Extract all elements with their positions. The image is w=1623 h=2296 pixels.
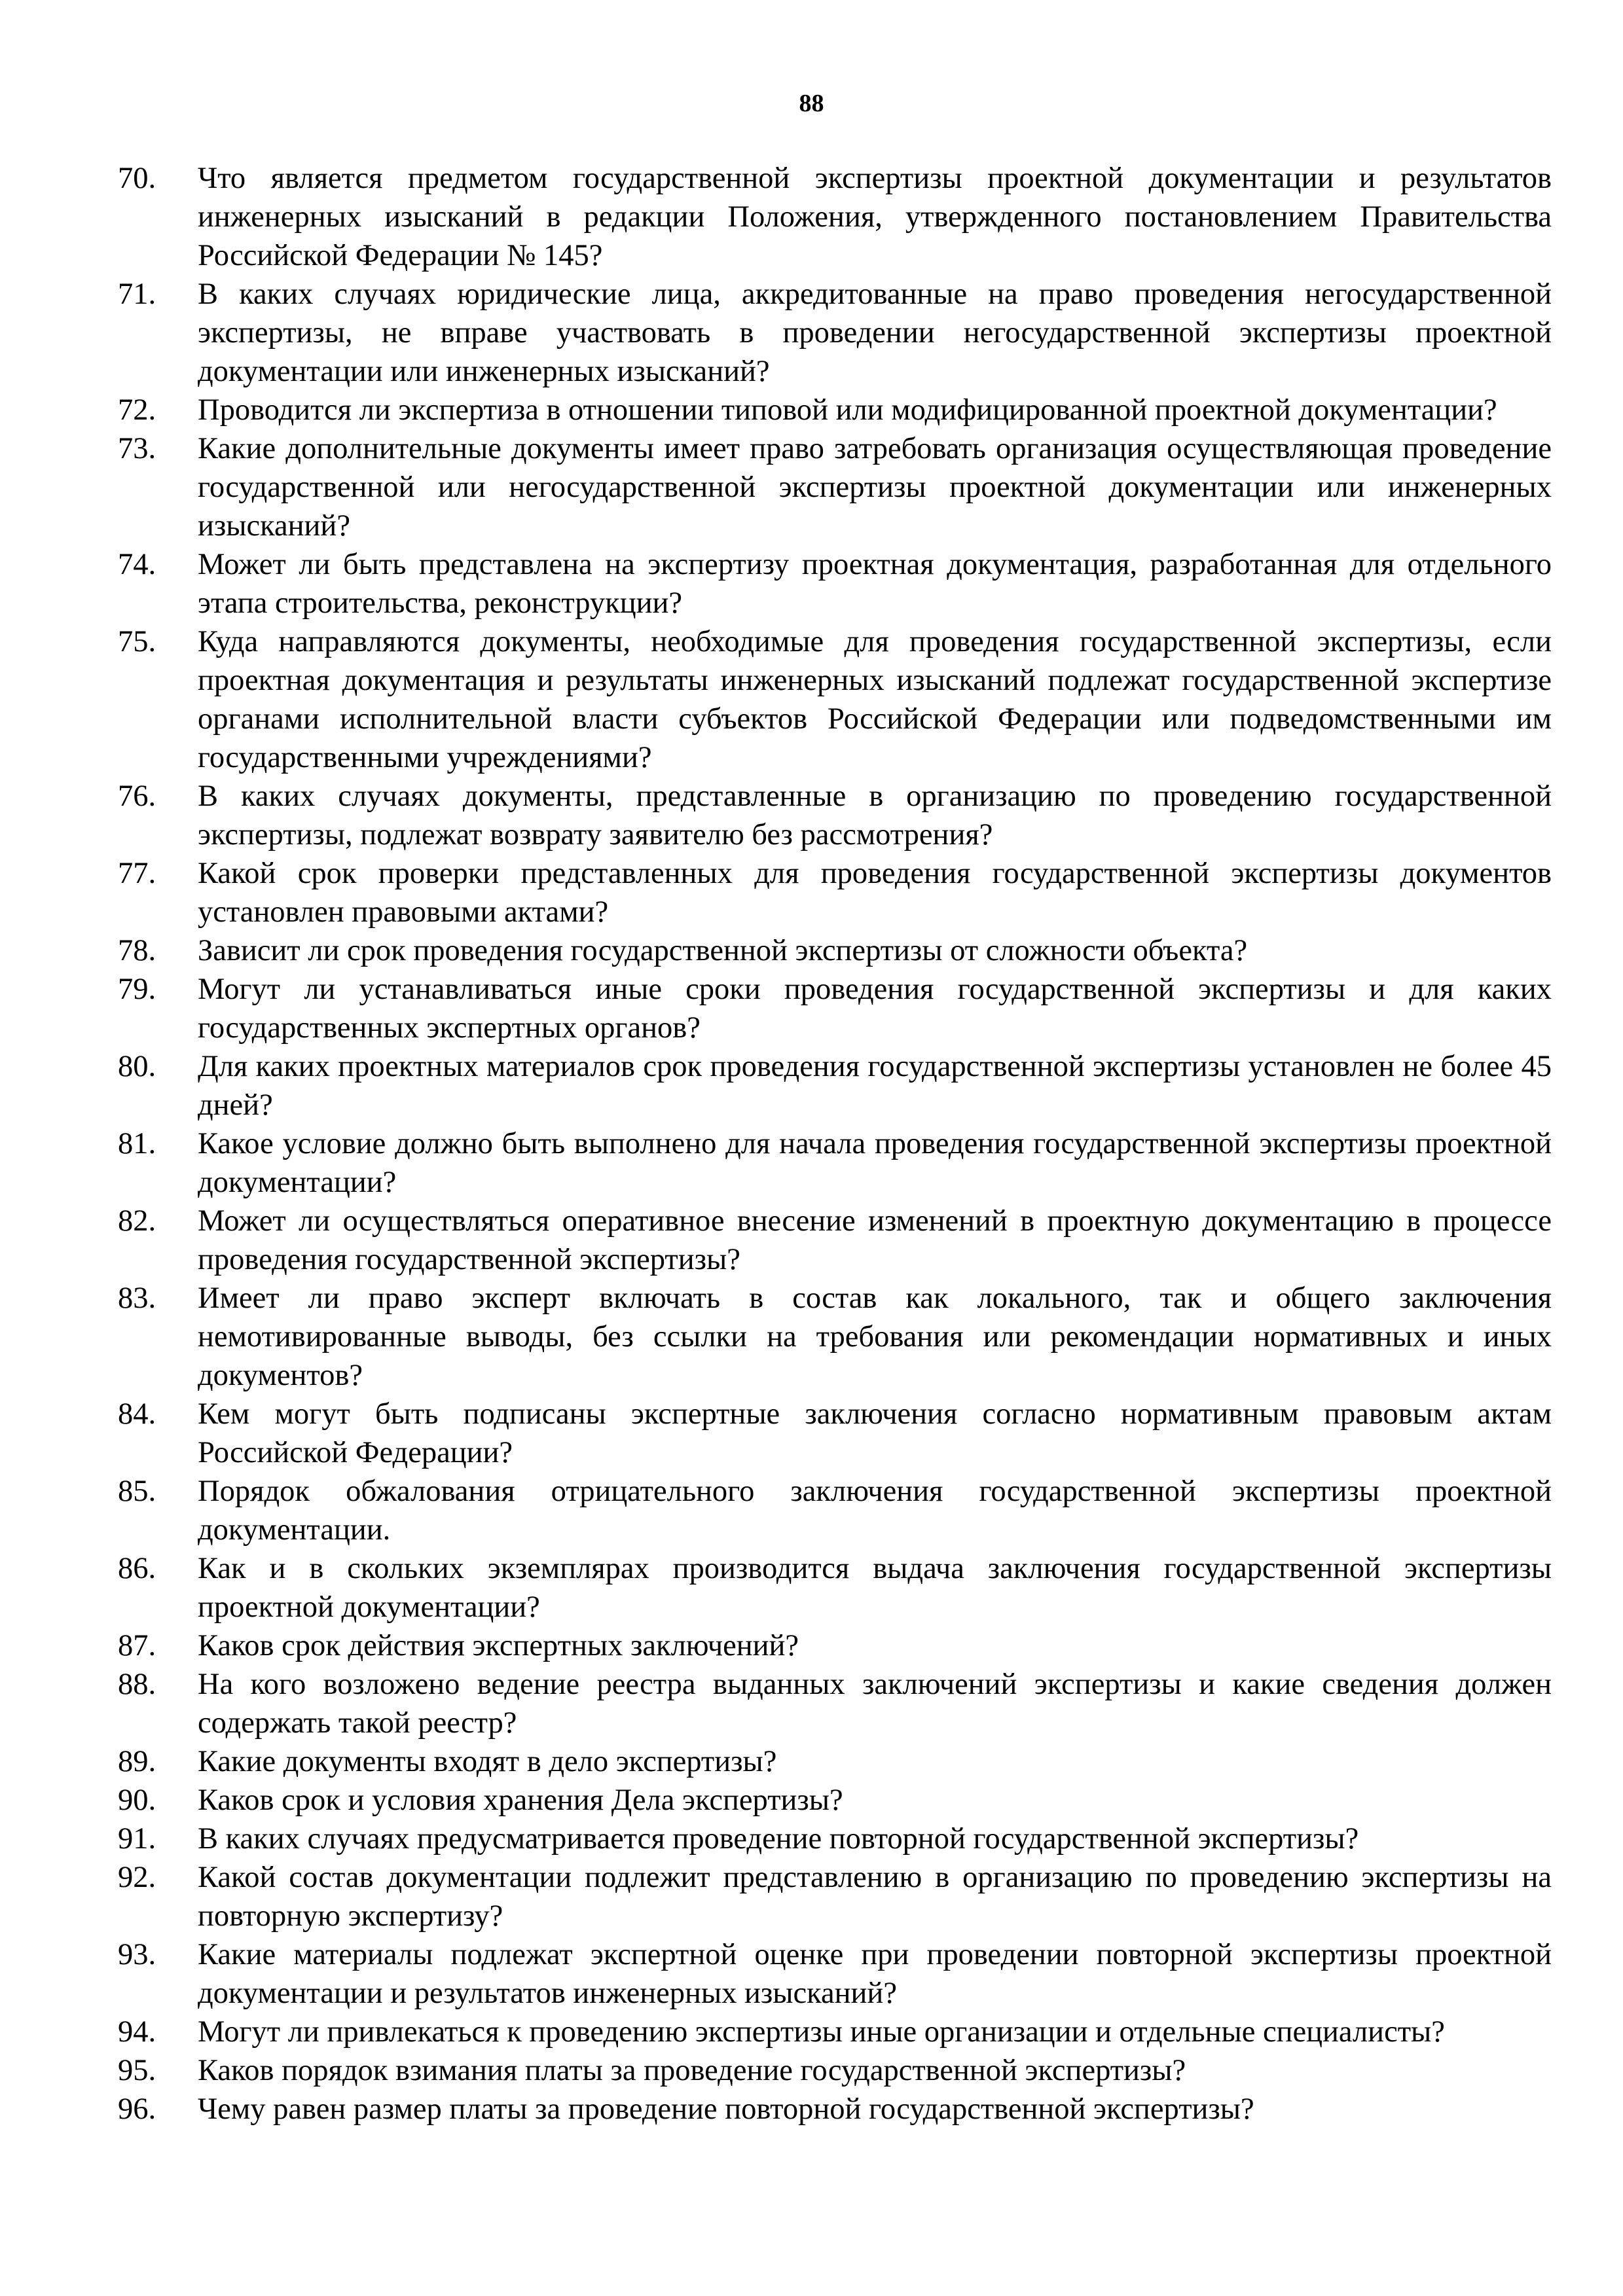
question-item-87 [118, 1626, 1552, 1665]
question-number: 83. [118, 1282, 156, 1315]
question-number: 95. [118, 2054, 156, 2087]
question-number: 88. [118, 1668, 156, 1701]
question-item-92 [118, 1858, 1552, 1935]
question-item-73 [118, 429, 1552, 545]
question-item-83 [118, 1279, 1552, 1395]
question-number: 91. [118, 1822, 156, 1856]
question-number: 85. [118, 1475, 156, 1508]
question-text: На кого возложено ведение реестра выданных заключений экспертизы и какие сведения должен содержать такой реестр? [198, 1668, 1552, 1740]
question-text: Как и в скольких экземплярах производится выдача заключения государственной экспертизы проектной документации? [198, 1552, 1552, 1624]
question-number: 96. [118, 2092, 156, 2126]
question-number: 79. [118, 973, 156, 1006]
question-text: Каков срок и условия хранения Дела экспертизы? [198, 1784, 843, 1817]
question-number: 84. [118, 1397, 156, 1431]
question-text: Какие документы входят в дело экспертизы? [198, 1745, 777, 1778]
question-item-90 [118, 1781, 1552, 1820]
question-text: Кем могут быть подписаны экспертные заключения согласно нормативным правовым актам Российской Федерации? [198, 1397, 1552, 1469]
question-item-70 [118, 159, 1552, 275]
question-number: 81. [118, 1127, 156, 1160]
question-text: Каков срок действия экспертных заключений? [198, 1629, 799, 1662]
question-item-79 [118, 970, 1552, 1047]
question-item-91 [118, 1820, 1552, 1858]
question-text: Проводится ли экспертиза в отношении типовой или модифицированной проектной документации? [198, 393, 1497, 427]
question-text: Куда направляются документы, необходимые для проведения государственной экспертизы, если проектная документация и результаты инженерных изысканий подлежат государственной экспертизе органами исполнительной власти субъектов Российской Федерации или подведомственными им государственными учреждениями? [198, 625, 1552, 774]
question-number: 70. [118, 162, 156, 195]
question-text: Могут ли привлекаться к проведению экспертизы иные организации и отдельные специалисты? [198, 2015, 1445, 2049]
question-item-72 [118, 391, 1552, 429]
question-item-78 [118, 931, 1552, 970]
question-item-89 [118, 1742, 1552, 1781]
question-text: Что является предметом государственной экспертизы проектной документации и результатов инженерных изысканий в редакции Положения, утвержденного постановлением Правительства Российской Федерации № 145? [198, 162, 1552, 272]
question-number: 77. [118, 857, 156, 890]
question-number: 86. [118, 1552, 156, 1585]
question-text: В каких случаях юридические лица, аккредитованные на право проведения негосударственной экспертизы, не вправе участвовать в проведении негосударственной экспертизы проектной документации или инженерных изысканий? [198, 278, 1552, 388]
question-number: 80. [118, 1050, 156, 1083]
question-text: Может ли быть представлена на экспертизу проектная документация, разработанная для отдельного этапа строительства, реконструкции? [198, 548, 1552, 620]
question-item-77 [118, 854, 1552, 931]
question-item-94 [118, 2013, 1552, 2051]
question-item-95 [118, 2051, 1552, 2090]
question-text: Зависит ли срок проведения государственной экспертизы от сложности объекта? [198, 934, 1248, 967]
question-item-75 [118, 622, 1552, 777]
question-item-76 [118, 777, 1552, 854]
question-text: В каких случаях документы, представленные в организацию по проведению государственной экспертизы, подлежат возврату заявителю без рассмотрения? [198, 780, 1552, 852]
question-list [118, 159, 1552, 2128]
question-text: Какие дополнительные документы имеет право затребовать организация осуществляющая проведение государственной или негосударственной экспертизы проектной документации или инженерных изысканий? [198, 432, 1552, 543]
question-text: Может ли осуществляться оперативное внесение изменений в проектную документацию в процессе проведения государственной экспертизы? [198, 1204, 1552, 1276]
question-text: Какие материалы подлежат экспертной оценке при проведении повторной экспертизы проектной документации и результатов инженерных изысканий? [198, 1938, 1552, 2010]
question-item-93 [118, 1935, 1552, 2013]
question-text: Могут ли устанавливаться иные сроки проведения государственной экспертизы и для каких государственных экспертных органов? [198, 973, 1552, 1045]
question-number: 73. [118, 432, 156, 465]
question-text: Порядок обжалования отрицательного заключения государственной экспертизы проектной документации. [198, 1475, 1552, 1547]
question-number: 76. [118, 780, 156, 813]
question-number: 90. [118, 1784, 156, 1817]
question-item-82 [118, 1202, 1552, 1279]
question-number: 92. [118, 1861, 156, 1894]
question-text: Какой срок проверки представленных для проведения государственной экспертизы документов установлен правовыми актами? [198, 857, 1552, 929]
question-item-88 [118, 1665, 1552, 1742]
question-item-81 [118, 1124, 1552, 1202]
question-number: 87. [118, 1629, 156, 1662]
question-number: 74. [118, 548, 156, 581]
question-text: В каких случаях предусматривается проведение повторной государственной экспертизы? [198, 1822, 1359, 1856]
question-number: 71. [118, 278, 156, 311]
question-text: Какое условие должно быть выполнено для начала проведения государственной экспертизы проектной документации? [198, 1127, 1552, 1199]
question-item-80 [118, 1047, 1552, 1124]
question-number: 82. [118, 1204, 156, 1238]
page-number: 88 [799, 90, 824, 117]
question-number: 89. [118, 1745, 156, 1778]
question-item-74 [118, 545, 1552, 622]
question-number: 72. [118, 393, 156, 427]
question-item-84 [118, 1395, 1552, 1472]
question-text: Какой состав документации подлежит представлению в организацию по проведению экспертизы на повторную экспертизу? [198, 1861, 1552, 1933]
question-item-96 [118, 2090, 1552, 2128]
question-number: 75. [118, 625, 156, 658]
question-text: Имеет ли право эксперт включать в состав как локального, так и общего заключения немотивированные выводы, без ссылки на требования или рекомендации нормативных и иных документов? [198, 1282, 1552, 1392]
question-item-86 [118, 1549, 1552, 1626]
question-number: 93. [118, 1938, 156, 1971]
question-text: Каков порядок взимания платы за проведение государственной экспертизы? [198, 2054, 1186, 2087]
question-item-85 [118, 1472, 1552, 1549]
question-number: 78. [118, 934, 156, 967]
question-text: Для каких проектных материалов срок проведения государственной экспертизы установлен не более 45 дней? [198, 1050, 1552, 1122]
question-number: 94. [118, 2015, 156, 2049]
question-text: Чему равен размер платы за проведение повторной государственной экспертизы? [198, 2092, 1254, 2126]
question-item-71 [118, 275, 1552, 391]
